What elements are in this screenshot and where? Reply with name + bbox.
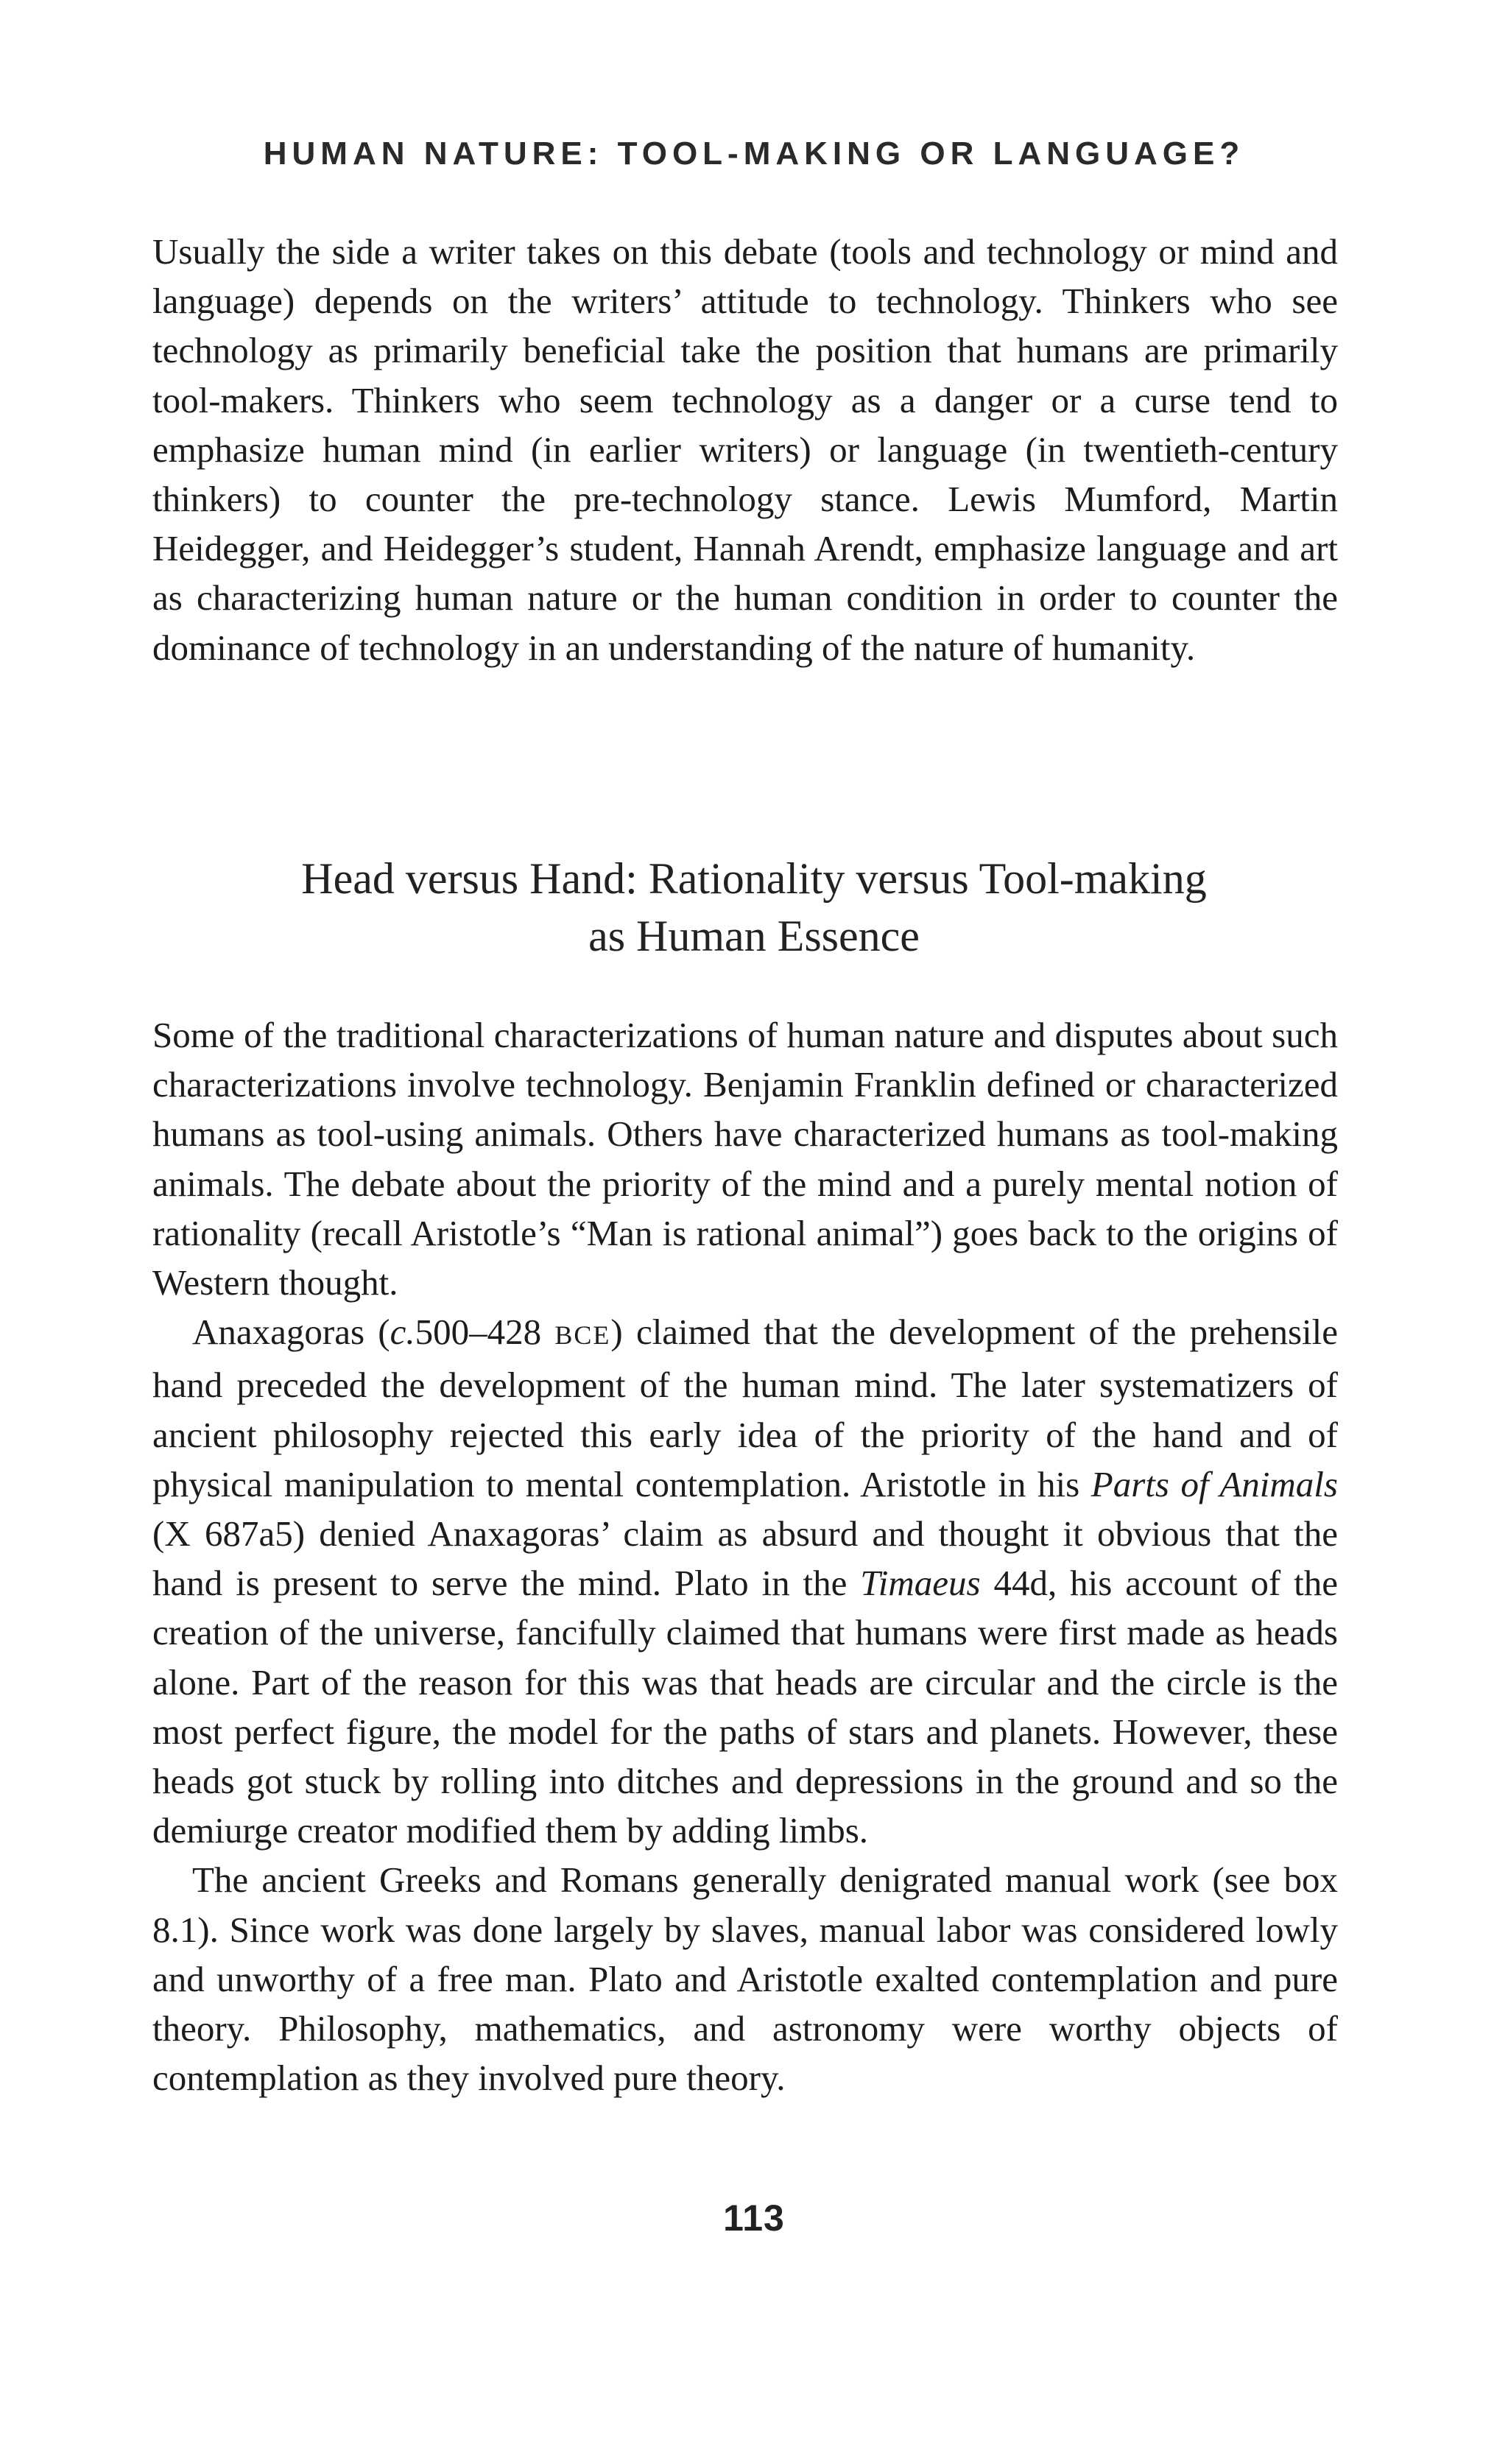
p2-work-parts-of-animals: Parts of Animals <box>1091 1463 1338 1504</box>
running-head: HUMAN NATURE: TOOL-MAKING OR LANGUAGE? <box>263 135 1245 172</box>
section-paragraph-1: Some of the traditional characterizations of human nature and disputes about such characterizations involve technology. Benjamin Franklin defined or characterized humans as tool-using animals. Others have characterized humans as tool-making animals. The debate about the priority of the mind and a purely mental notion of rationality (recall Aristotle’s “Man is rational animal”) goes back to the origins of Western thought. <box>152 1015 1338 1303</box>
p2-dates: 500–428 <box>415 1312 555 1353</box>
section-heading-line-2: as Human Essence <box>588 912 920 960</box>
p2-era: BCE <box>554 1320 611 1351</box>
p2-work-timaeus: Timaeus <box>860 1563 981 1604</box>
intro-block <box>152 227 1338 672</box>
section-body <box>152 1010 1338 2102</box>
section-heading-line-1: Head versus Hand: Rationality versus Tool-making <box>301 854 1207 903</box>
p2-circa: c. <box>390 1312 415 1353</box>
p2-text-start: Anaxagoras ( <box>192 1312 390 1353</box>
p2-text-mid-2: (X 687a5) denied Anaxagoras’ claim as absurd and thought it obvious that the hand is present to serve the mind. Plato in the <box>152 1513 1338 1604</box>
section-paragraph-3: The ancient Greeks and Romans generally denigrated manual work (see box 8.1). Since work was done largely by slaves, manual labor was considered lowly and unworthy of a free man. Plato and Aristotle exalted contemplation and pure theory. Philosophy, mathematics, and astronomy were worthy objects of contemplation as they involved pure theory. <box>152 1859 1338 2099</box>
section-heading <box>0 850 1508 965</box>
page-number: 113 <box>723 2197 785 2239</box>
intro-paragraph: Usually the side a writer takes on this debate (tools and technology or mind and language) depends on the writers’ attitude to technology. Thinkers who see technology as primarily beneficial take the position that humans are primarily tool-makers. Thinkers who seem technology as a danger or a curse tend to emphasize human mind (in earlier writers) or language (in twentieth-century thinkers) to counter the pre-technology stance. Lewis Mumford, Martin Heidegger, and Heidegger’s student, Hannah Arendt, emphasize language and art as characterizing human nature or the human condition in order to counter the dominance of technology in an understanding of the nature of humanity. <box>152 231 1338 668</box>
p2-text-end: 44d, his account of the creation of the universe, fancifully claimed that humans were first made as heads alone. Part of the reason for this was that heads are circular and the circle is the most perfect figure, the model for the paths of stars and planets. However, these heads got stuck by rolling into ditches and depressions in the ground and so the demiurge creator modified them by adding limbs. <box>152 1563 1338 1851</box>
p2-text-mid-1: ) claimed that the development of the prehensile hand preceded the development of the human mind. The later systematizers of ancient philosophy rejected this early idea of the priority of the hand and of physical manipulation to mental contemplation. Aristotle in his <box>152 1312 1339 1504</box>
section-paragraph-2 <box>152 1307 1338 1855</box>
